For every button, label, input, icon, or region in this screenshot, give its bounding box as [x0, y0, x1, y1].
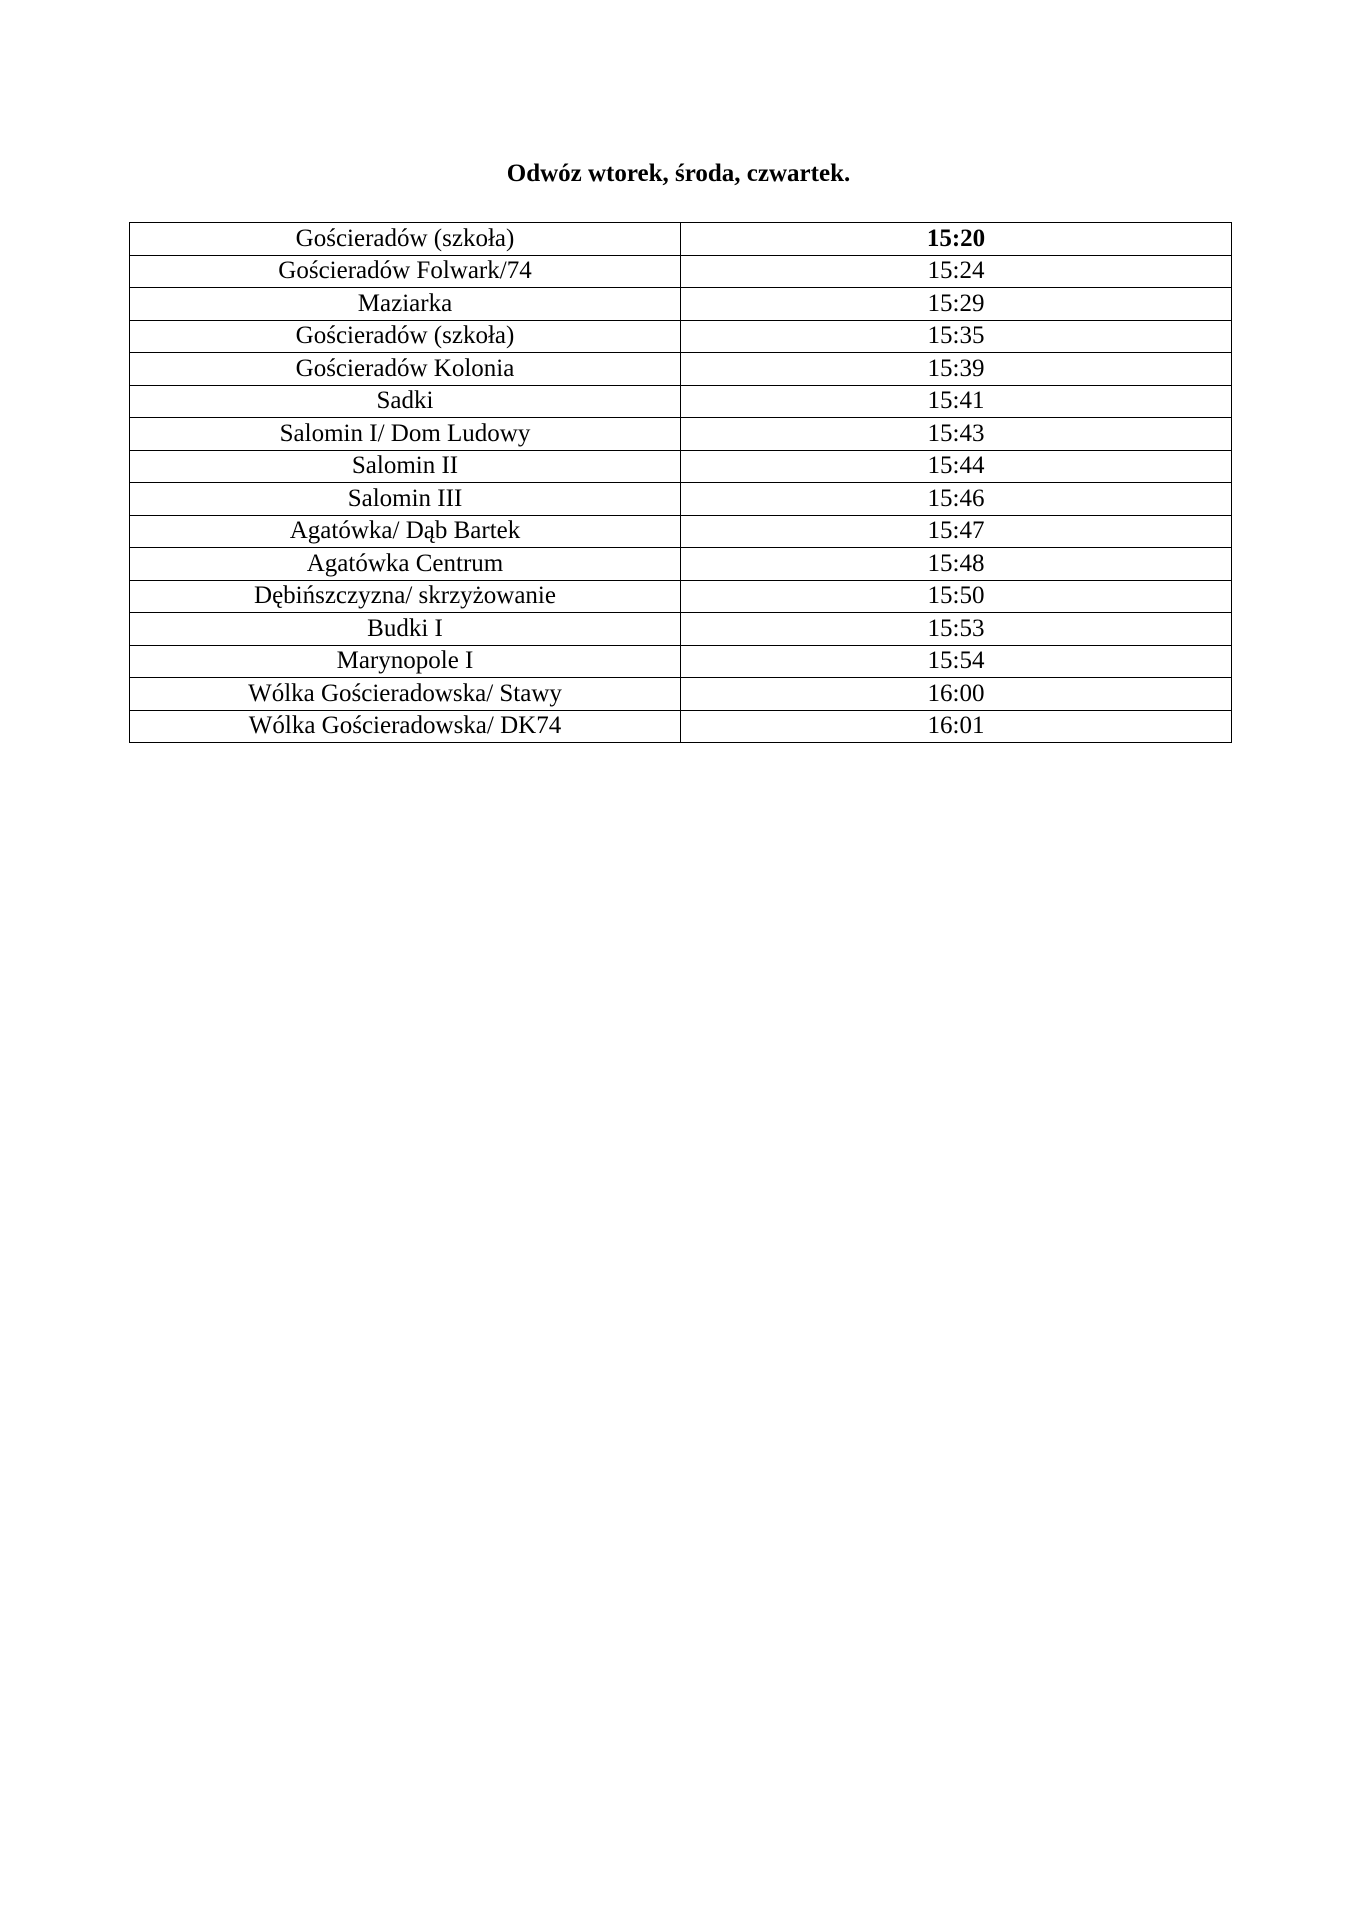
table-row — [130, 645, 1232, 678]
table-row — [130, 548, 1232, 581]
departure-time-cell: 15:44 — [681, 450, 1232, 483]
stop-name-cell: Gościeradów Kolonia — [130, 353, 681, 386]
departure-time-cell: 15:39 — [681, 353, 1232, 386]
table-row — [130, 678, 1232, 711]
departure-time-cell: 15:53 — [681, 613, 1232, 646]
table-row — [130, 515, 1232, 548]
departure-time-cell: 15:29 — [681, 288, 1232, 321]
stop-name-cell: Gościeradów (szkoła) — [130, 320, 681, 353]
departure-time-cell: 15:46 — [681, 483, 1232, 516]
table-row — [130, 320, 1232, 353]
table-row — [130, 288, 1232, 321]
stop-name-cell: Wólka Gościeradowska/ DK74 — [130, 710, 681, 743]
departure-time-cell: 15:47 — [681, 515, 1232, 548]
stop-name-cell: Wólka Gościeradowska/ Stawy — [130, 678, 681, 711]
departure-time-cell: 15:24 — [681, 255, 1232, 288]
stop-name-cell: Agatówka Centrum — [130, 548, 681, 581]
table-row — [130, 580, 1232, 613]
table-row — [130, 483, 1232, 516]
stop-name-cell: Salomin I/ Dom Ludowy — [130, 418, 681, 451]
departure-time-cell: 15:54 — [681, 645, 1232, 678]
table-row — [130, 353, 1232, 386]
departure-time-cell: 15:41 — [681, 385, 1232, 418]
stop-name-cell: Agatówka/ Dąb Bartek — [130, 515, 681, 548]
stop-name-cell: Sadki — [130, 385, 681, 418]
schedule-table — [129, 222, 1232, 743]
table-row — [130, 418, 1232, 451]
departure-time-cell: 15:43 — [681, 418, 1232, 451]
page-title: Odwóz wtorek, środa, czwartek. — [506, 160, 851, 187]
departure-time-cell: 15:50 — [681, 580, 1232, 613]
table-row — [130, 450, 1232, 483]
stop-name-cell: Salomin III — [130, 483, 681, 516]
table-row — [130, 385, 1232, 418]
stop-name-cell: Budki I — [130, 613, 681, 646]
departure-time-cell: 15:48 — [681, 548, 1232, 581]
stop-name-cell: Dębińszczyzna/ skrzyżowanie — [130, 580, 681, 613]
table-row — [130, 710, 1232, 743]
stop-name-cell: Salomin II — [130, 450, 681, 483]
departure-time-cell: 16:00 — [681, 678, 1232, 711]
table-row — [130, 255, 1232, 288]
departure-time-cell: 16:01 — [681, 710, 1232, 743]
stop-name-cell: Gościeradów Folwark/74 — [130, 255, 681, 288]
table-row — [130, 223, 1232, 256]
stop-name-cell: Marynopole I — [130, 645, 681, 678]
table-row — [130, 613, 1232, 646]
departure-time-cell: 15:20 — [681, 223, 1232, 256]
stop-name-cell: Maziarka — [130, 288, 681, 321]
stop-name-cell: Gościeradów (szkoła) — [130, 223, 681, 256]
departure-time-cell: 15:35 — [681, 320, 1232, 353]
